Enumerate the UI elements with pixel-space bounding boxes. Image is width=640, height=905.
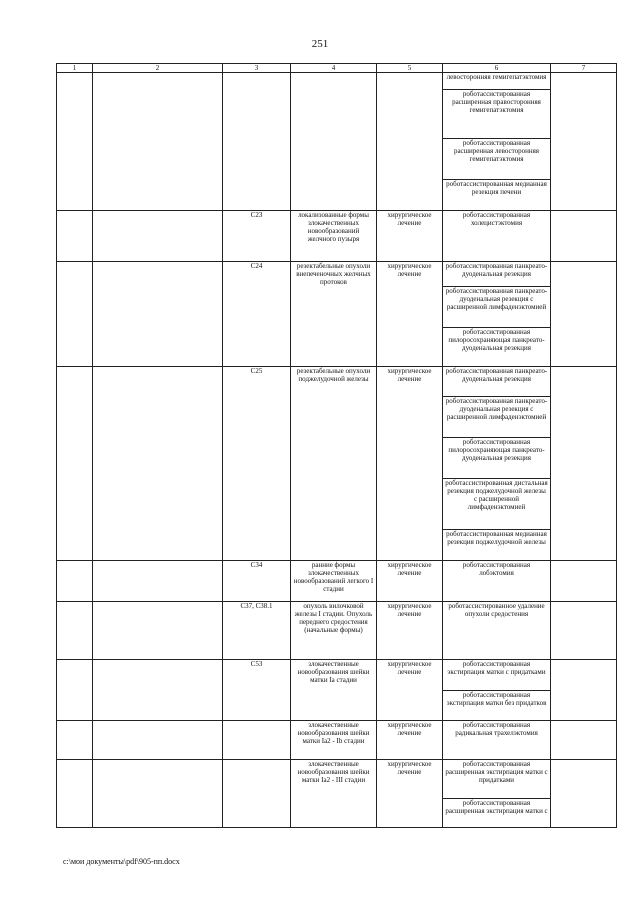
method-entry: роботассистированная панкреато-дуоденальная резекция bbox=[443, 367, 550, 397]
footer-path: c:\мои документы\pdf\905-пп.docx bbox=[63, 857, 180, 866]
empty-cell bbox=[551, 211, 617, 262]
empty-cell bbox=[57, 721, 93, 760]
empty-cell bbox=[551, 73, 617, 211]
empty-cell bbox=[551, 367, 617, 561]
methods-cell bbox=[443, 73, 551, 211]
method-entry: левосторонняя гемигепатэктомия bbox=[443, 73, 550, 90]
methods-cell bbox=[443, 660, 551, 721]
table-row bbox=[57, 367, 617, 561]
empty-cell bbox=[93, 262, 223, 367]
method-entry: роботассистированная расширенная правосторонняя гемигепатэктомия bbox=[443, 90, 550, 139]
treatment-cell: хирургическое лечение bbox=[377, 760, 443, 828]
treatment-cell: хирургическое лечение bbox=[377, 262, 443, 367]
disease-cell: опухоль вилочковой железы I стадии. Опухоль переднего средостения (начальные формы) bbox=[291, 602, 377, 660]
disease-cell: локализованные формы злокачественных новообразований желчного пузыря bbox=[291, 211, 377, 262]
treatment-cell: хирургическое лечение bbox=[377, 721, 443, 760]
empty-cell bbox=[93, 367, 223, 561]
method-entry: роботассистированная радикальная трахелэктомия bbox=[443, 721, 551, 760]
empty-cell bbox=[57, 262, 93, 367]
empty-cell bbox=[57, 660, 93, 721]
disease-cell: злокачественные новообразования шейки матки Ia2 - Ib стадии bbox=[291, 721, 377, 760]
method-entry: роботассистированная панкреато-дуоденальная резекция с расширенной лимфаденэктомией bbox=[443, 287, 550, 328]
method-entry: роботассистированная лобэктомия bbox=[443, 561, 551, 602]
table-row bbox=[57, 262, 617, 367]
empty-cell bbox=[551, 760, 617, 828]
disease-cell: резектабельные опухоли внепеченочных желчных протоков bbox=[291, 262, 377, 367]
empty-cell bbox=[93, 760, 223, 828]
code-cell: C53 bbox=[223, 660, 291, 721]
treatment-cell: хирургическое лечение bbox=[377, 367, 443, 561]
code-cell bbox=[223, 721, 291, 760]
methods-cell bbox=[443, 760, 551, 828]
treatment-cell: хирургическое лечение bbox=[377, 602, 443, 660]
methods-cell bbox=[443, 262, 551, 367]
empty-cell bbox=[551, 602, 617, 660]
column-header: 4 bbox=[291, 64, 377, 73]
method-entry: роботассистированная дистальная резекция поджелудочной железы с расширенной лимфаденэктомией bbox=[443, 479, 550, 530]
treatment-cell: хирургическое лечение bbox=[377, 211, 443, 262]
methods-cell bbox=[443, 367, 551, 561]
column-header: 3 bbox=[223, 64, 291, 73]
page-number: 251 bbox=[311, 38, 329, 50]
empty-cell bbox=[57, 561, 93, 602]
disease-cell: ранние формы злокачественных новообразований легкого I стадии bbox=[291, 561, 377, 602]
table-row bbox=[57, 721, 617, 760]
method-entry: роботассистированная панкреато-дуоденальная резекция bbox=[443, 262, 550, 287]
treatment-cell bbox=[377, 73, 443, 211]
table-row bbox=[57, 602, 617, 660]
empty-cell bbox=[93, 721, 223, 760]
code-cell bbox=[223, 760, 291, 828]
code-cell: C23 bbox=[223, 211, 291, 262]
empty-cell bbox=[57, 760, 93, 828]
code-cell: C34 bbox=[223, 561, 291, 602]
code-cell: C24 bbox=[223, 262, 291, 367]
disease-cell: злокачественные новообразования шейки матки Ia стадии bbox=[291, 660, 377, 721]
column-header: 7 bbox=[551, 64, 617, 73]
empty-cell bbox=[57, 602, 93, 660]
empty-cell bbox=[93, 602, 223, 660]
empty-cell bbox=[551, 721, 617, 760]
method-entry: роботассистированная холецистэктомия bbox=[443, 211, 551, 262]
method-entry: роботассистированная расширенная экстирпация матки с придатками bbox=[443, 760, 550, 799]
empty-cell bbox=[93, 211, 223, 262]
empty-cell bbox=[93, 561, 223, 602]
method-entry: роботассистированная расширенная экстирпация матки с bbox=[445, 799, 548, 815]
treatment-cell: хирургическое лечение bbox=[377, 660, 443, 721]
column-header: 5 bbox=[377, 64, 443, 73]
empty-cell bbox=[93, 73, 223, 211]
table-row bbox=[57, 211, 617, 262]
empty-cell bbox=[551, 561, 617, 602]
column-header: 2 bbox=[93, 64, 223, 73]
method-entry: роботассистированная расширенная левосторонняя гемигепатэктомия bbox=[443, 139, 550, 180]
header-row bbox=[57, 64, 617, 73]
table-row bbox=[57, 561, 617, 602]
empty-cell bbox=[93, 660, 223, 721]
disease-cell: злокачественные новообразования шейки матки Ia2 - III стадии bbox=[291, 760, 377, 828]
treatment-cell: хирургическое лечение bbox=[377, 561, 443, 602]
column-header: 6 bbox=[443, 64, 551, 73]
code-cell: C25 bbox=[223, 367, 291, 561]
table-row bbox=[57, 73, 617, 211]
code-cell: C37, C38.1 bbox=[223, 602, 291, 660]
empty-cell bbox=[57, 211, 93, 262]
treatment-table bbox=[56, 63, 617, 828]
empty-cell bbox=[551, 262, 617, 367]
code-cell bbox=[223, 73, 291, 211]
table-row bbox=[57, 660, 617, 721]
method-entry: роботассистированная панкреато-дуоденальная резекция с расширенной лимфаденэктомией bbox=[443, 397, 550, 438]
method-entry: роботассистированная медианная резекция поджелудочной железы bbox=[446, 530, 547, 546]
method-entry: роботассистированная пилоросохраняющая панкреато-дуоденальная резекция bbox=[448, 328, 545, 352]
column-header: 1 bbox=[57, 64, 93, 73]
table-row bbox=[57, 760, 617, 828]
empty-cell bbox=[57, 73, 93, 211]
method-entry: роботассистированная медианная резекция печени bbox=[446, 180, 547, 196]
method-entry: роботассистированная пилоросохраняющая панкреато-дуоденальная резекция bbox=[443, 438, 550, 479]
disease-cell bbox=[291, 73, 377, 211]
empty-cell bbox=[57, 367, 93, 561]
empty-cell bbox=[551, 660, 617, 721]
method-entry: роботассистированная экстирпация матки с придатками bbox=[443, 660, 550, 691]
method-entry: роботассистированное удаление опухоли средостения bbox=[443, 602, 551, 660]
disease-cell: резектабельные опухоли поджелудочной железы bbox=[291, 367, 377, 561]
method-entry: роботассистированная экстирпация матки без придатков bbox=[446, 691, 547, 707]
